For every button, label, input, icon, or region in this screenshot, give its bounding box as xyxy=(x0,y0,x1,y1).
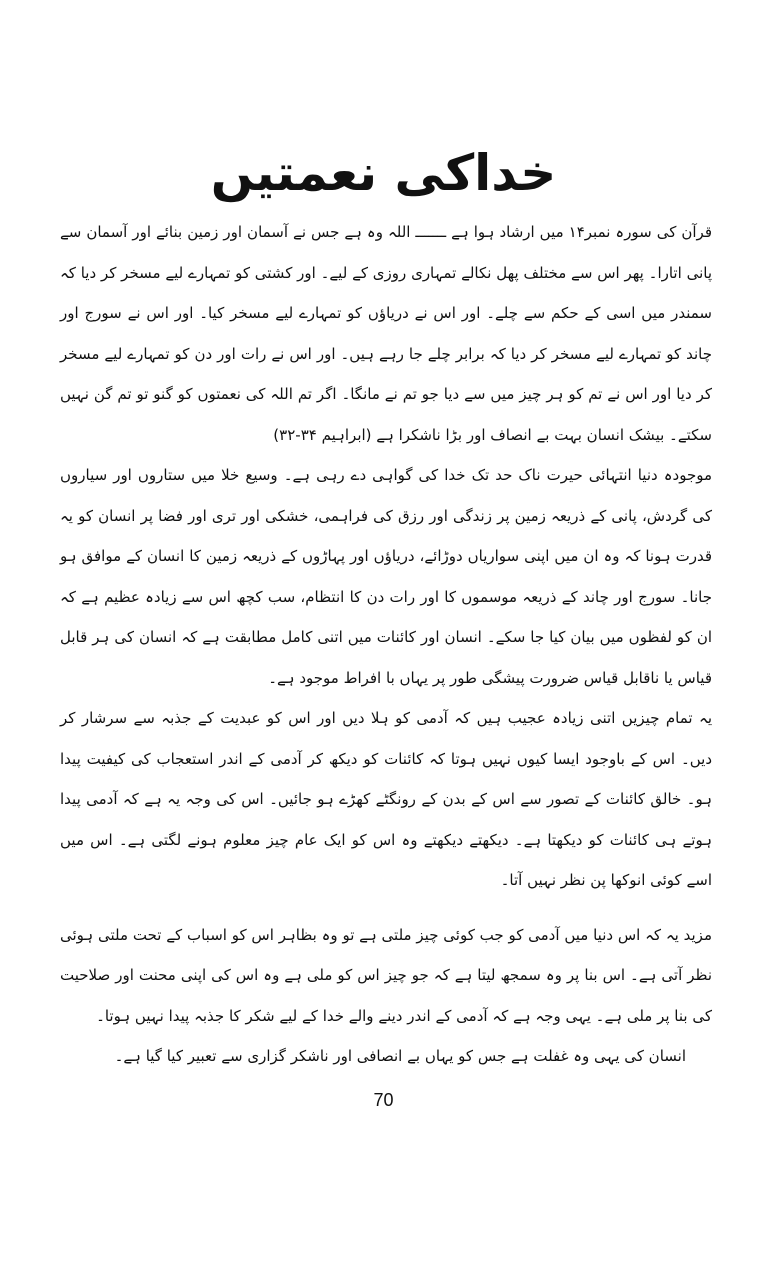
paragraph-1: قرآن کی سورہ نمبر۱۴ میں ارشاد ہوا ہے ـــــــ اللہ وہ ہے جس نے آسمان اور زمین بنائے اور آسمان سے پانی اتارا۔ پھر اس سے مختلف پھل نکالے تمہاری روزی کے لیے۔ اور کشتی کو تمہارے لیے مسخر کر دیا کہ سمندر میں اسی کے حکم سے چلے۔ اور اس نے دریاؤں کو تمہارے لیے مسخر کیا۔ اور اس نے سورج اور چاند کو تمہارے لیے مسخر کر دیا کہ برابر چلے جا رہے ہیں۔ اور اس نے رات اور دن کو تمہارے لیے مسخر کر دیا اور اس نے تم کو ہر چیز میں سے دیا جو تم نے مانگا۔ اگر تم اللہ کی نعمتوں کو گنو تو تم گن نہیں سکتے۔ بیشک انسان بہت بے انصاف اور بڑا ناشکرا ہے (ابراہیم ۳۴-۳۲) xyxy=(60,223,713,444)
paragraph-2: موجودہ دنیا انتہائی حیرت ناک حد تک خدا کی گواہی دے رہی ہے۔ وسیع خلا میں ستاروں اور سیاروں کی گردش، پانی کے ذریعہ زمین پر زندگی اور رزق کی فراہمی، خشکی اور تری اور فضا پر انسان کو یہ قدرت ہونا کہ وہ ان میں اپنی سواریاں دوڑائے، دریاؤں اور پہاڑوں کے ذریعہ زمین کا انسان کے موافق ہو جانا۔ سورج اور چاند کے ذریعہ موسموں کا اور رات دن کا انتظام، سب کچھ اس سے زیادہ عظیم ہے کہ ان کو لفظوں میں بیان کیا جا سکے۔ انسان اور کائنات میں اتنی کامل مطابقت ہے کہ انسان کی ہر قابل قیاس یا ناقابل قیاس ضرورت پیشگی طور پر یہاں با افراط موجود ہے۔ xyxy=(60,466,712,687)
paragraph-3: یہ تمام چیزیں اتنی زیادہ عجیب ہیں کہ آدمی کو ہلا دیں اور اس کو عبدیت کے جذبہ سے سرشار کر دیں۔ اس کے باوجود ایسا کیوں نہیں ہوتا کہ کائنات کو دیکھ کر آدمی کے اندر استعجاب کی کیفیت پیدا ہو۔ خالق کائنات کے تصور سے اس کے بدن کے رونگٹے کھڑے ہو جائیں۔ اس کی وجہ یہ ہے کہ آدمی پیدا ہوتے ہی کائنات کو دیکھتا ہے۔ دیکھتے دیکھتے وہ اس کو ایک عام چیز معلوم ہونے لگتی ہے۔ اس میں اسے کوئی انوکھا پن نظر نہیں آتا۔ xyxy=(60,709,712,889)
page-number: 70 xyxy=(373,1090,394,1110)
body-text xyxy=(60,212,712,1077)
paragraph-5: انسان کی یہی وہ غفلت ہے جس کو یہاں بے انصافی اور ناشکر گزاری سے تعبیر کیا گیا ہے۔ xyxy=(114,1047,686,1065)
page-title: خداکی نعمتیں xyxy=(210,144,557,202)
paragraph-4: مزید یہ کہ اس دنیا میں آدمی کو جب کوئی چیز ملتی ہے تو وہ بظاہر اس کو اسباب کے تحت ملتی ہوئی نظر آتی ہے۔ اس بنا پر وہ سمجھ لیتا ہے کہ جو چیز اس کو ملی ہے وہ اس کی اپنی محنت اور صلاحیت کی بنا پر ملی ہے۔ یہی وجہ ہے کہ آدمی کے اندر دینے والے خدا کے لیے شکر کا جذبہ پیدا نہیں ہوتا۔ xyxy=(60,925,712,1025)
